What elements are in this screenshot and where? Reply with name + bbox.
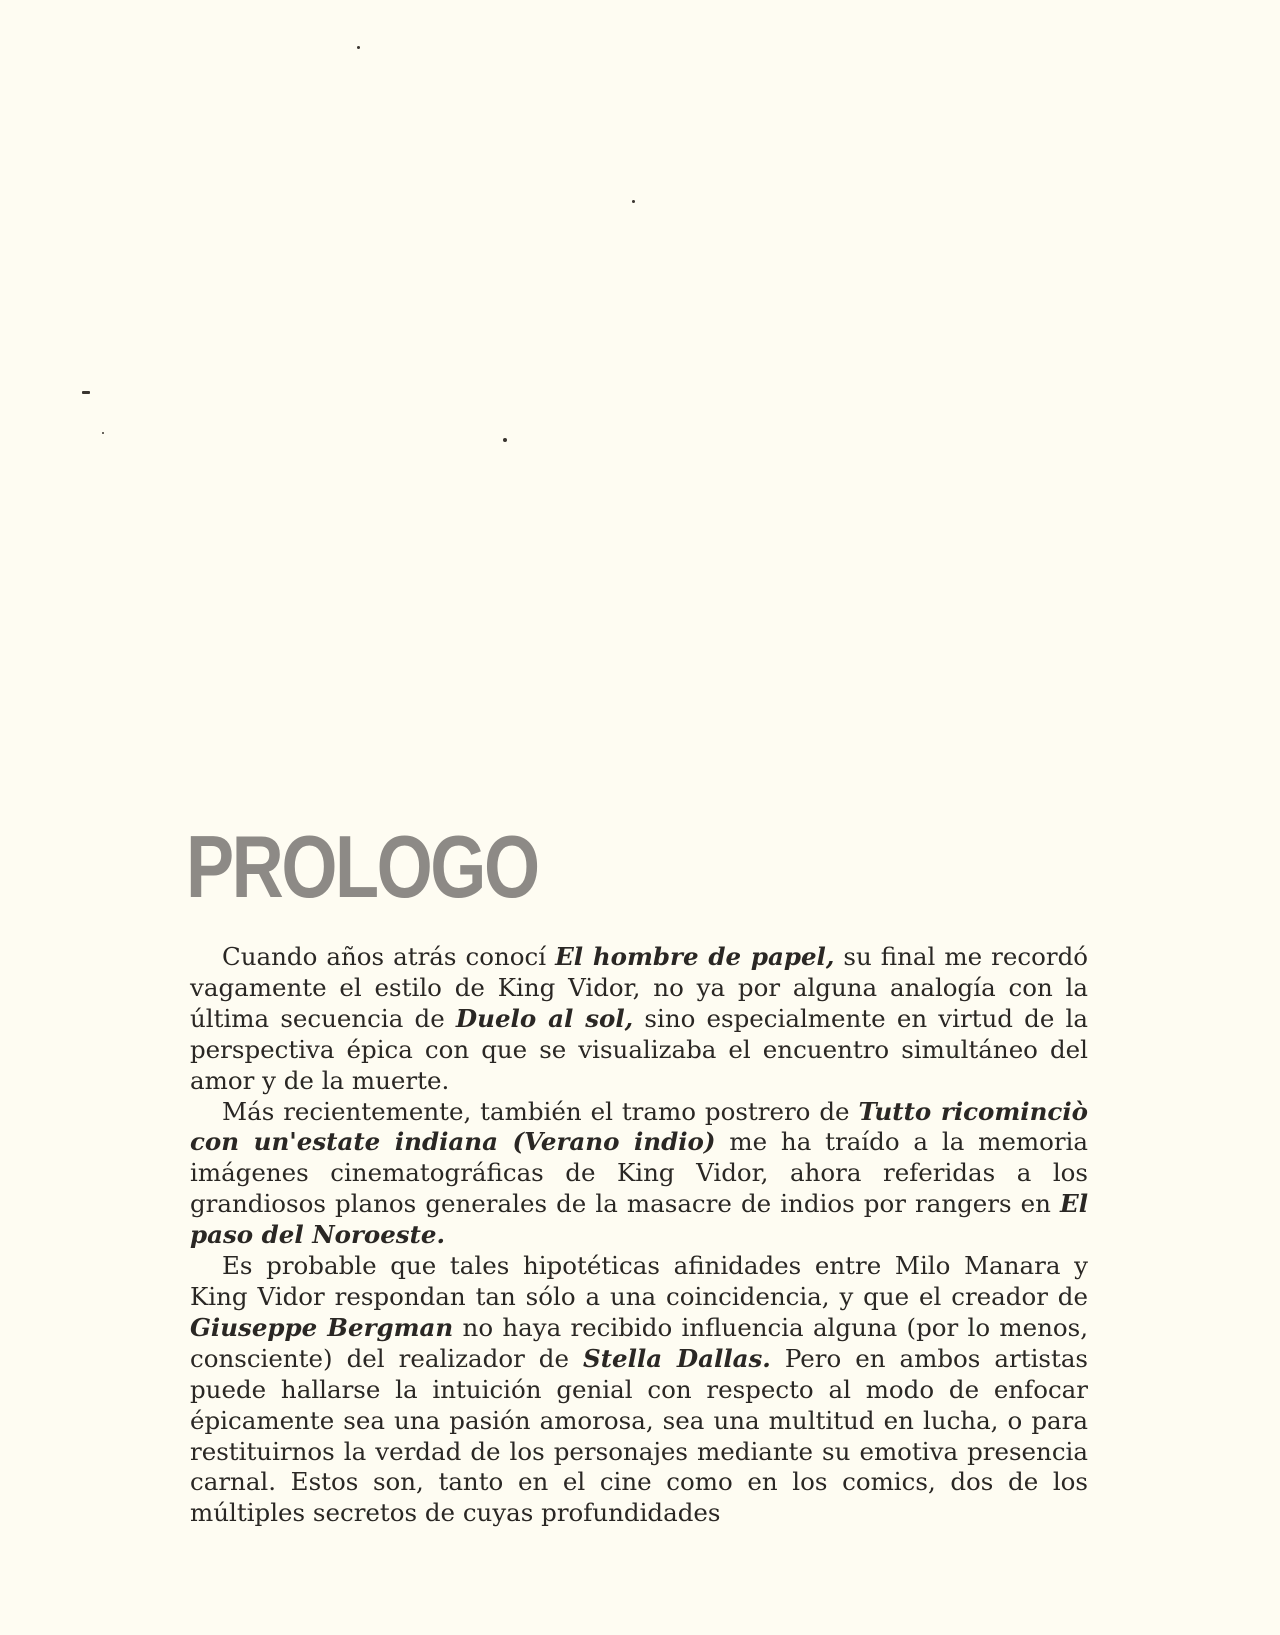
paper-speck (82, 391, 90, 394)
paper-speck (357, 46, 360, 49)
text-run: su final me recordó vagamente el estilo de King Vidor, no ya por alguna analogía con la última secuencia de (190, 942, 1088, 1033)
body-paragraph (190, 1251, 1088, 1529)
work-title: Tutto ricominciò con un'estate indiana (Verano indio) (190, 1096, 1088, 1157)
paper-speck (102, 432, 104, 434)
work-title: El paso del Noroeste. (190, 1189, 1088, 1250)
text-run: Más recientemente, también el tramo postrero de (222, 1096, 859, 1126)
text-run: Cuando años atrás conocí (222, 942, 556, 971)
text-run: no haya recibido influencia alguna (por lo menos, consciente) del realizador de (190, 1312, 1089, 1373)
text-run: Pero en ambos artistas puede hallarse la intuición genial con respecto al modo de enfocar épicamente sea una pasión amorosa, sea una multitud en lucha, o para restituirnos la verdad de los personajes mediante su emotiva presencia carnal. Estos son, tanto en el cine como en los comics, dos de los múltiples secretos de cuyas profundidades (190, 1343, 1089, 1528)
text-run: sino especialmente en virtud de la perspectiva épica con que se visualizaba el encuentro simultáneo del amor y de la muerte. (190, 1003, 1088, 1095)
text-run: me ha traído a la memoria imágenes cinematográficas de King Vidor, ahora referidas a los grandiosos planos generales de la masacre de indios por rangers en (190, 1127, 1089, 1219)
work-title: Duelo al sol, (455, 1003, 634, 1033)
work-title: Giuseppe Bergman (190, 1312, 454, 1342)
body-paragraph (190, 1097, 1088, 1252)
body-paragraph (190, 942, 1088, 1097)
text-run: Es probable que tales hipotéticas afinidades entre Milo Manara y King Vidor respondan tan sólo a una coincidencia, y que el creador de (190, 1251, 1088, 1311)
prologue-body (190, 942, 1088, 1529)
paper-speck (503, 438, 507, 442)
paper-speck (632, 200, 635, 203)
page-title: PROLOGO (186, 817, 538, 916)
work-title: Stella Dallas. (583, 1343, 771, 1373)
work-title: El hombre de papel, (555, 942, 835, 971)
